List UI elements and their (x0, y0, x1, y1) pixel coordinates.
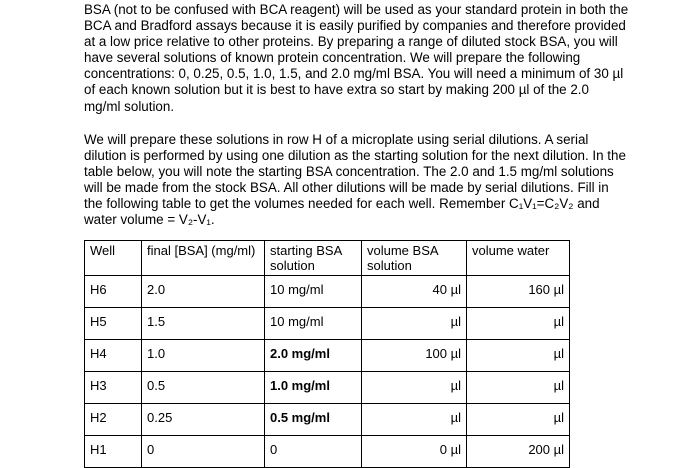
cell-final: 0.5 (142, 372, 265, 404)
intro-paragraph: BSA (not to be confused with BCA reagent) will be used as your standard protein in both the BCA and Bradford assays because it is easily purified by companies and therefore provided at a low price relative to other proteins. By preparing a range of diluted stock BSA, you will have several solutions of known protein concentration. We will prepare the following concentrations: 0, 0.25, 0.5, 1.0, 1.5, and 2.0 mg/ml BSA. You will need a minimum of 30 µl of each known solution but it is best to have extra so start by making 200 µl of the 2.0 mg/ml solution. (84, 2, 629, 114)
cell-well: H4 (85, 340, 142, 372)
table-row (85, 276, 570, 308)
header-volume-water: volume water (467, 241, 570, 276)
cell-vol-bsa[interactable]: 100 µl (362, 340, 467, 372)
dilution-table (84, 240, 570, 468)
table-row (85, 404, 570, 436)
cell-final: 1.5 (142, 308, 265, 340)
cell-final: 1.0 (142, 340, 265, 372)
cell-starting: 2.0 mg/ml (265, 340, 362, 372)
table-row (85, 308, 570, 340)
cell-final: 0.25 (142, 404, 265, 436)
cell-final: 0 (142, 436, 265, 468)
cell-starting: 10 mg/ml (265, 276, 362, 308)
cell-vol-bsa[interactable]: 40 µl (362, 276, 467, 308)
header-volume-bsa: volume BSA solution (362, 241, 467, 276)
cell-vol-water[interactable]: 200 µl (467, 436, 570, 468)
header-final-bsa: final [BSA] (mg/ml) (142, 241, 265, 276)
cell-well: H2 (85, 404, 142, 436)
cell-starting: 10 mg/ml (265, 308, 362, 340)
header-well: Well (85, 241, 142, 276)
instructions-paragraph: We will prepare these solutions in row H of a microplate using serial dilutions. A serial dilution is performed by using one dilution as the starting solution for the next dilution. In the table below, you will note the starting BSA concentration. The 2.0 and 1.5 mg/ml solutions will be made from the stock BSA. All other dilutions will be made by serial dilutions. Fill in the following table to get the volumes needed for each well. Remember C₁V₁=C₂V₂ and water volume = V₂-V₁. (84, 132, 626, 228)
cell-final: 2.0 (142, 276, 265, 308)
cell-vol-bsa[interactable]: 0 µl (362, 436, 467, 468)
cell-well: H6 (85, 276, 142, 308)
cell-vol-bsa[interactable]: µl (362, 372, 467, 404)
cell-well: H5 (85, 308, 142, 340)
cell-starting: 0.5 mg/ml (265, 404, 362, 436)
cell-well: H1 (85, 436, 142, 468)
cell-vol-water[interactable]: µl (467, 340, 570, 372)
table-row (85, 340, 570, 372)
cell-vol-water[interactable]: µl (467, 404, 570, 436)
cell-vol-water[interactable]: 160 µl (467, 276, 570, 308)
cell-well: H3 (85, 372, 142, 404)
cell-vol-water[interactable]: µl (467, 372, 570, 404)
cell-vol-bsa[interactable]: µl (362, 404, 467, 436)
table-row (85, 372, 570, 404)
table-row (85, 436, 570, 468)
header-starting-bsa: starting BSA solution (265, 241, 362, 276)
cell-vol-water[interactable]: µl (467, 308, 570, 340)
cell-vol-bsa[interactable]: µl (362, 308, 467, 340)
cell-starting: 0 (265, 436, 362, 468)
table-header-row (85, 241, 570, 276)
cell-starting: 1.0 mg/ml (265, 372, 362, 404)
